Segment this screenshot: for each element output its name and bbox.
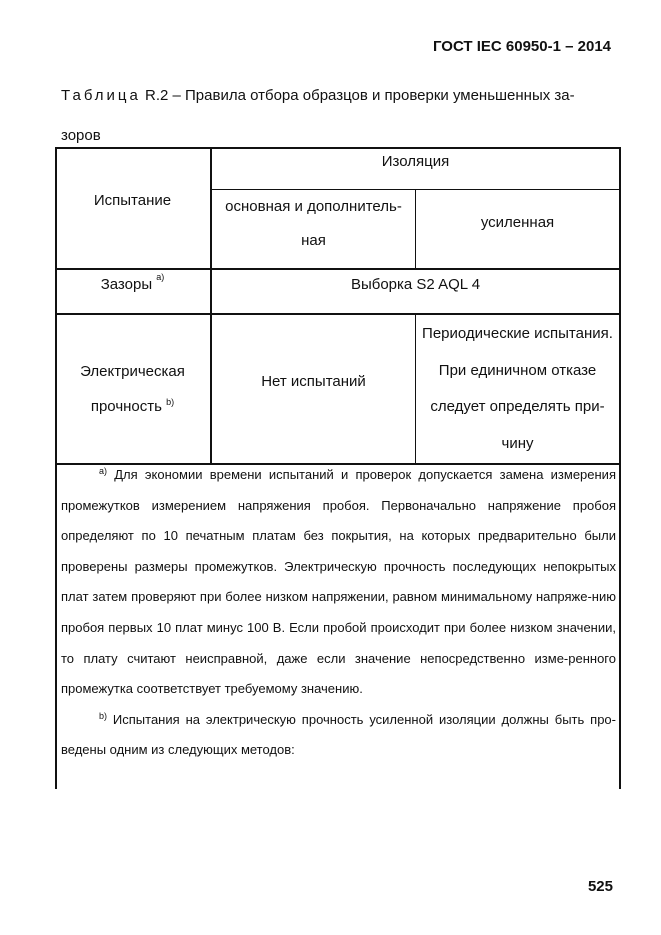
footnote-a: [61, 460, 616, 705]
caption-text-continued: зоров: [61, 127, 101, 144]
row-clearances-label: Зазоры: [100, 276, 153, 293]
header-basic-line1: основная и дополнитель-: [225, 198, 402, 215]
row-clearances-bottom-divider: [55, 313, 621, 315]
caption-label: Таблица: [61, 87, 141, 104]
reinforced-line-2: При единичном отказе: [438, 361, 597, 379]
reinforced-line-3: следует определять при-: [430, 398, 605, 415]
table-footnotes: [61, 460, 616, 766]
row-strength-name: [55, 354, 210, 424]
footnote-a-mark: a): [99, 466, 108, 476]
table-caption: [61, 76, 621, 156]
header-reinforced: усиленная: [480, 214, 555, 231]
column-divider-1: [210, 147, 212, 463]
note-mark-b: b): [166, 397, 175, 407]
row-clearances-value: Выборка S2 AQL 4: [350, 276, 481, 293]
row-strength-reinforced: [416, 316, 619, 462]
footnote-b-text: Испытания на электрическую прочность усиленной изоляции должны быть про-ведены одним из следующих методов:: [61, 711, 616, 758]
footnote-a-text: Для экономии времени испытаний и проверок допускается замена измерения промежутков измерением напряжения пробоя. Первоначально напряжение пробоя определяют по 10 печатным платам без покрытия, на которых предварительно были проверены размеры промежутков. Электрическую прочность последующих непокрытых плат затем проверяют при более низком напряжении, равном минимальному напряже-нию пробоя первых 10 плат минус 100 В. Если пробой происходит при более низком значении, то плату считают неисправной, даже если значение непосредственно изме-ренного промежутка соответствует требуемому значению.: [61, 467, 616, 697]
header-basic-line2: ная: [301, 232, 326, 249]
header-bottom-divider: [55, 268, 621, 270]
footnote-b: [61, 705, 616, 766]
row-strength-basic: Нет испытаний: [261, 373, 366, 390]
header-insulation: Изоляция: [381, 153, 450, 170]
table-border-right: [619, 147, 621, 789]
page-number: 525: [587, 878, 613, 895]
row-clearances-name: [55, 272, 210, 293]
reinforced-line-4: чину: [501, 434, 534, 452]
note-mark-a: a): [156, 272, 165, 282]
footnote-b-mark: b): [99, 710, 108, 721]
table-border-left: [55, 147, 57, 789]
caption-text: R.2 – Правила отбора образцов и проверки уменьшенных за-: [145, 87, 575, 104]
reinforced-line-1: Периодические испытания.: [422, 325, 613, 342]
document-standard-header: ГОСТ IEC 60950-1 – 2014: [432, 38, 611, 55]
row-strength-label-line1: Электрическая: [80, 363, 185, 380]
row-strength-label-line2: прочность: [90, 398, 162, 415]
table-border-top: [55, 147, 621, 149]
header-test: Испытание: [93, 192, 172, 209]
